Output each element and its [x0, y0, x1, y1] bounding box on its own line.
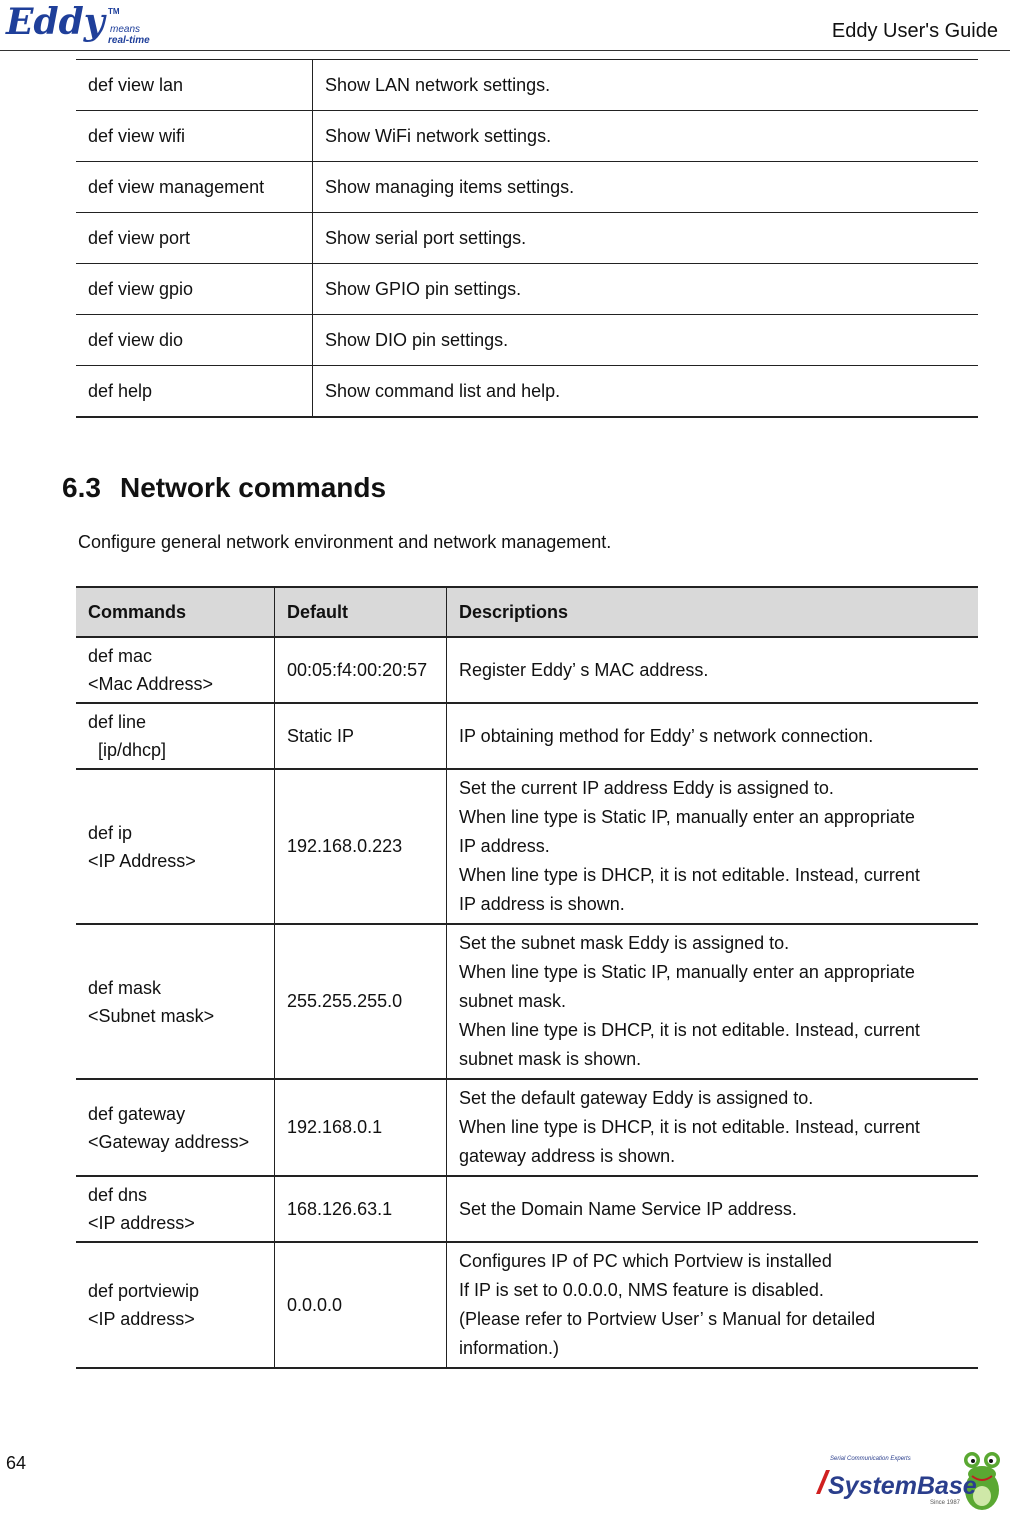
logo-text: Eddy	[6, 2, 105, 43]
description-line: information.)	[459, 1338, 560, 1358]
description-cell	[447, 1242, 979, 1368]
section-number: 6.3	[62, 472, 101, 503]
page-number: 64	[6, 1453, 27, 1473]
description-line: gateway address is shown.	[459, 1146, 676, 1166]
table-row	[76, 769, 978, 924]
description-line: Set the default gateway Eddy is assigned to.	[459, 1088, 814, 1108]
description-cell	[447, 769, 979, 924]
table-row	[76, 703, 978, 769]
command-line: def portviewip	[88, 1281, 200, 1301]
description-line: Configures IP of PC which Portview is installed	[459, 1251, 832, 1271]
section-title: Network commands	[120, 472, 387, 503]
table-row	[76, 111, 978, 162]
description-line: IP obtaining method for Eddy’ s network connection.	[459, 725, 874, 746]
command-cell: def view gpio	[76, 264, 313, 315]
command-line: def dns	[88, 1185, 148, 1205]
network-commands-body	[76, 637, 978, 1368]
default-cell: 192.168.0.223	[275, 769, 447, 924]
default-cell: 255.255.255.0	[275, 924, 447, 1079]
logo-tagline-realtime: real-time	[108, 35, 150, 46]
header-descriptions: Descriptions	[447, 587, 979, 637]
description-cell: Show DIO pin settings.	[313, 315, 979, 366]
description-line: Set the subnet mask Eddy is assigned to.	[459, 933, 790, 953]
view-commands-table	[76, 59, 978, 418]
table-row	[76, 1242, 978, 1368]
table-row	[76, 1079, 978, 1176]
command-cell	[76, 1079, 275, 1176]
logo-tagline-means: means	[110, 24, 141, 35]
command-line: def mask	[88, 977, 162, 998]
default-cell: 00:05:f4:00:20:57	[275, 637, 447, 703]
command-cell	[76, 769, 275, 924]
brand-since: Since 1987	[930, 1500, 961, 1506]
command-cell: def view management	[76, 162, 313, 213]
description-line: When line type is Static IP, manually enter an appropriate	[459, 807, 915, 827]
command-line: def ip	[88, 822, 133, 843]
description-cell: Show GPIO pin settings.	[313, 264, 979, 315]
description-line: When line type is DHCP, it is not editable. Instead, current	[459, 865, 920, 885]
section-description: Configure general network environment and network management.	[78, 532, 612, 552]
description-cell: Show managing items settings.	[313, 162, 979, 213]
default-cell: 0.0.0.0	[275, 1242, 447, 1368]
command-cell: def view lan	[76, 60, 313, 111]
description-cell	[447, 1079, 979, 1176]
command-line: def mac	[88, 646, 153, 666]
command-line: <Mac Address>	[88, 674, 214, 694]
description-line: IP address is shown.	[459, 894, 625, 914]
command-cell	[76, 703, 275, 769]
command-cell	[76, 637, 275, 703]
table-row	[76, 60, 978, 111]
table-row	[76, 1176, 978, 1242]
view-commands-body	[76, 60, 978, 418]
command-cell: def view wifi	[76, 111, 313, 162]
description-line: subnet mask.	[459, 991, 567, 1011]
description-cell	[447, 637, 979, 703]
brand-name: SystemBase	[828, 1472, 977, 1500]
command-cell	[76, 924, 275, 1079]
section-heading	[62, 472, 386, 504]
description-cell	[447, 703, 979, 769]
default-cell: 192.168.0.1	[275, 1079, 447, 1176]
command-cell: def help	[76, 366, 313, 418]
table-row	[76, 315, 978, 366]
description-cell	[447, 1176, 979, 1242]
document-title: Eddy User's Guide	[831, 20, 998, 42]
table-header-row	[76, 587, 978, 637]
table-row	[76, 264, 978, 315]
header-rule	[0, 50, 1010, 51]
table-row	[76, 637, 978, 703]
page-header	[0, 0, 1010, 52]
command-line: def line	[88, 712, 147, 732]
description-line: (Please refer to Portview User’ s Manual for detailed	[459, 1309, 876, 1329]
description-cell	[447, 924, 979, 1079]
command-line: <IP address>	[88, 1213, 195, 1233]
table-row	[76, 213, 978, 264]
description-cell: Show command list and help.	[313, 366, 979, 418]
header-commands: Commands	[76, 587, 275, 637]
description-line: Register Eddy’ s MAC address.	[459, 659, 709, 680]
description-cell: Show LAN network settings.	[313, 60, 979, 111]
logo-tm: TM	[108, 7, 120, 16]
command-cell: def view port	[76, 213, 313, 264]
description-line: subnet mask is shown.	[459, 1049, 642, 1069]
systembase-logo	[812, 1444, 1008, 1516]
command-line: <Gateway address>	[88, 1131, 250, 1152]
description-cell: Show serial port settings.	[313, 213, 979, 264]
default-cell: 168.126.63.1	[275, 1176, 447, 1242]
command-line: [ip/dhcp]	[98, 740, 167, 760]
eddy-logo	[4, 2, 174, 48]
description-line: If IP is set to 0.0.0.0, NMS feature is disabled.	[459, 1280, 824, 1300]
command-cell	[76, 1176, 275, 1242]
description-line: When line type is Static IP, manually enter an appropriate	[459, 962, 915, 982]
command-line: <Subnet mask>	[88, 1005, 215, 1026]
command-line: <IP address>	[88, 1309, 195, 1329]
description-line: IP address.	[459, 836, 550, 856]
network-commands-table	[76, 586, 978, 1369]
description-cell: Show WiFi network settings.	[313, 111, 979, 162]
description-line: When line type is DHCP, it is not editable. Instead, current	[459, 1020, 920, 1040]
description-line: Set the current IP address Eddy is assigned to.	[459, 778, 834, 798]
description-line: Set the Domain Name Service IP address.	[459, 1198, 797, 1219]
description-line: When line type is DHCP, it is not editable. Instead, current	[459, 1117, 920, 1137]
header-default: Default	[275, 587, 447, 637]
command-cell	[76, 1242, 275, 1368]
command-line: def gateway	[88, 1103, 186, 1124]
default-cell: Static IP	[275, 703, 447, 769]
brand-tagline: Serial Communication Experts	[830, 1456, 911, 1462]
table-row	[76, 924, 978, 1079]
command-cell: def view dio	[76, 315, 313, 366]
table-row	[76, 366, 978, 418]
table-row	[76, 162, 978, 213]
command-line: <IP Address>	[88, 850, 196, 871]
